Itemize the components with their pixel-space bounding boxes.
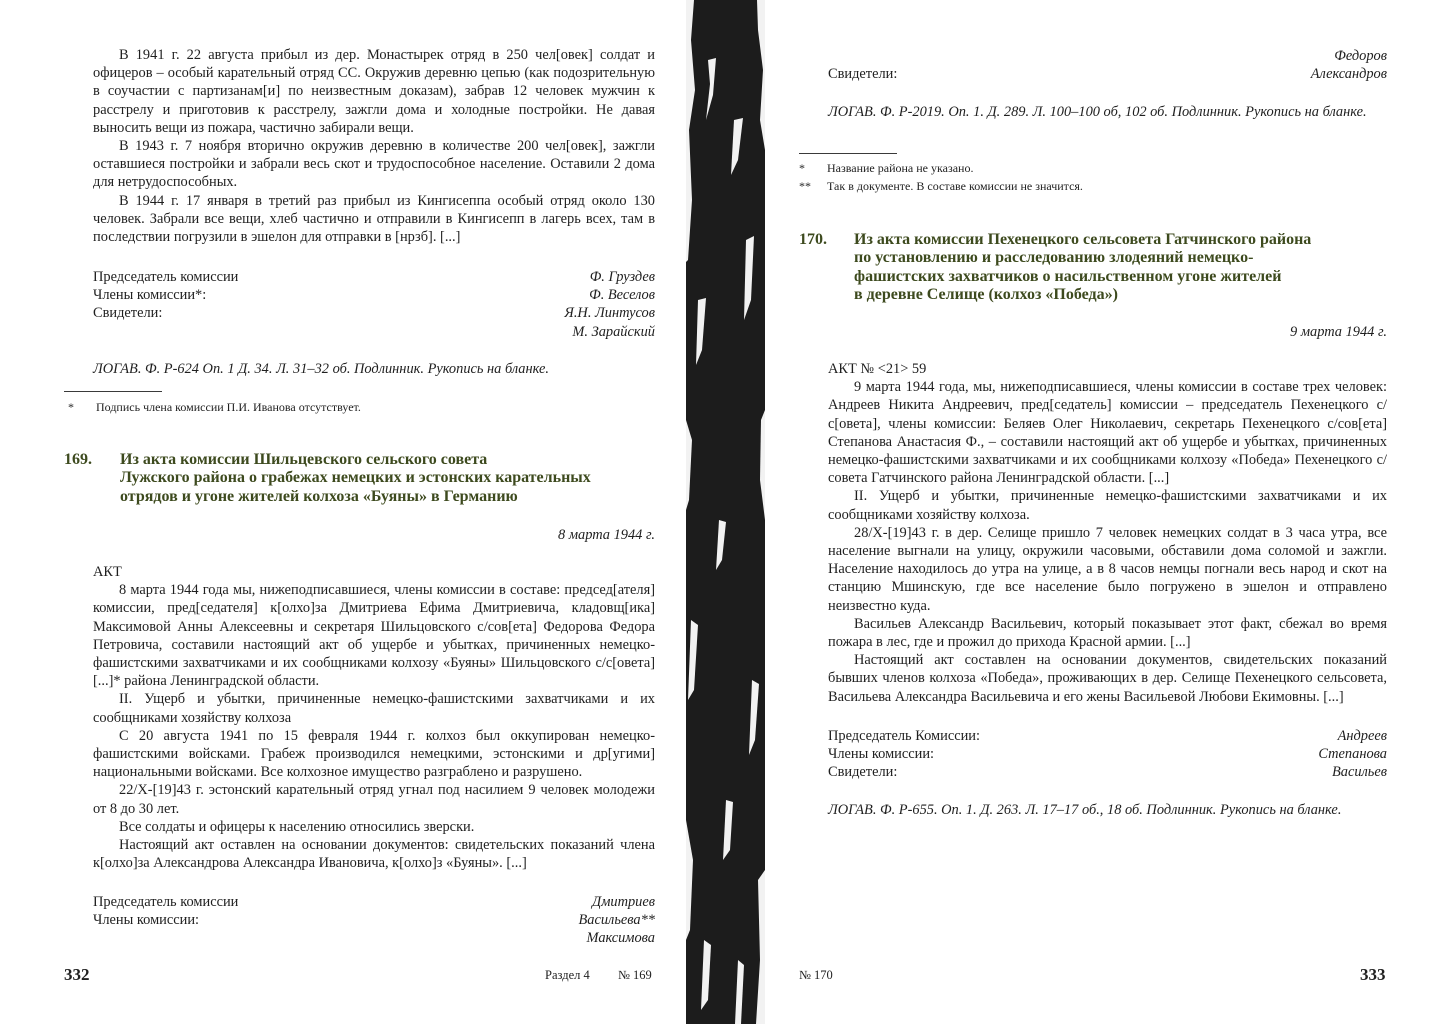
act-body [93,563,655,872]
carry-signature-block [828,47,1387,83]
intro-text [93,46,655,246]
footnotes [799,159,1399,195]
act-signature-block [828,727,1387,782]
signature-row: Свидетели: Александров [828,66,1387,83]
footnote: * Название района не указано. [799,161,974,175]
intro-paragraph: В 1943 г. 7 ноября вторично окружив деревню в количестве 200 чел[овек], зажгли оставшиеся постройки и забрали весь скот и трудоспособное население. Оставили 2 дома для нетрудоспособных. [93,138,655,191]
signature-row: Председатель комиссии Дмитриев [93,894,655,910]
document-title: Из акта комиссии Шильцевского сельского совета Лужского района о грабежах немецких и эстонских карательных отрядов и угоне жителей колхоза «Буяны» в Германию [120,451,591,505]
act-paragraph: 28/X-[19]43 г. в дер. Селище пришло 7 человек немецких солдат в 3 часа утра, все население выгнали на улицу, окружили часовыми, обставили дома соломой и зажгли. Население находилось до утра на улице, а в 8 часов немцы погнали весь народ и скот на станцию Мшинскую, где все население было погружено в эшелон и отправлено неизвестно куда. [828,524,1387,614]
document-number: 170. [799,231,827,248]
footnote: * Подпись члена комиссии П.И. Иванова отсутствует. [68,400,361,414]
act-heading: АКТ № <21> 59 [828,361,927,377]
document-date: 9 марта 1944 г. [1290,324,1387,340]
footnote-rule [64,391,162,392]
footnote-rule [799,153,897,154]
archive-source: ЛОГАВ. Ф. Р-655. Оп. 1. Д. 263. Л. 17–17 об., 18 об. Подлинник. Рукопись на бланке. [828,802,1342,818]
act-paragraph: 22/X-[19]43 г. эстонский карательный отряд угнал под насилием 9 человек молодежи от 8 до 30 лет. [93,782,655,817]
spine-texture [686,0,765,1024]
act-paragraph: Все солдаты и офицеры к населению относились зверски. [119,818,475,835]
section-label: Раздел 4 [545,968,590,982]
act-paragraph: Васильев Александр Васильевич, который показывает этот факт, сбежал во время пожара в лес, где и прожил до прихода Красной армии. [...] [828,615,1387,651]
act-signature-block [93,893,655,948]
intro-paragraph: В 1941 г. 22 августа прибыл из дер. Монастырек отряд в 250 чел[овек] солдат и офицеров – особый карательный отряд СС. Окружив деревню цепью (как подозрительную в соучастии с партизанам[и] по неизвестным доказам), забрав 12 человек мужчин к расстрелу и приготовив к расстрелу, зажгли дома и холодные постройки. Не давая выносить вещи из пожара, частично забирали вещи. [93,47,655,136]
act-body [828,360,1387,706]
act-paragraph: Настоящий акт составлен на основании документов, свидетельских показаний бывших членов колхоза «Победа», проживающих в дер. Селище Пехенецкого сельсовета, Васильева Александра Васильевича и его жены Васильевой Любови Екимовны. [...] [828,652,1387,705]
book-spine [686,0,765,1024]
archive-source: ЛОГАВ. Ф. Р-624 Оп. 1 Д. 34. Л. 31–32 об. Подлинник. Рукопись на бланке. [93,361,550,377]
archive-source: ЛОГАВ. Ф. Р-2019. Оп. 1. Д. 289. Л. 100–100 об, 102 об. Подлинник. Рукопись на бланке. [828,104,1367,120]
act-paragraph: Настоящий акт оставлен на основании документов: свидетельских показаний члена к[олхо]за Александрова Александра Ивановича, к[олхо]з «Буяны». [...] [93,837,655,872]
signature-row: Члены комиссии: Васильева** [93,912,655,929]
signature-row: Председатель Комиссии: Андреев [828,728,1387,744]
signature-row: Члены комиссии: Степанова [828,746,1387,763]
document-number: 169. [64,451,92,468]
footnote: ** Так в документе. В составе комиссии не значится. [799,179,1083,193]
act-paragraph: 9 марта 1944 года, мы, нижеподписавшиеся, члены комиссии в составе трех человек: Андреев Никита Андреевич, пред[седатель] комиссии – председатель Пехенецкого с/с[овета], члены комиссии: Беляев Олег Николаевич, секретарь Пехенецкого с/сов[ета] Степанова Анастасия Ф., – составили настоящий акт об ущербе и убытках, причиненных немецко-фашистскими захватчиками и их сообщниками колхозу «Победа» Пехенецкого с/совета Гатчинского района Ленинградской области. [...] [828,379,1387,487]
act-paragraph: II. Ущерб и убытки, причиненные немецко-фашистскими захватчиками и их сообщниками хозяйству колхоза [93,691,655,726]
document-reference: № 170 [799,968,833,982]
document-title: Из акта комиссии Пехенецкого сельсовета Гатчинского района по установлению и расследованию злодеяний немецко- фашистских захватчиков о насильственном угоне жителей в деревне Селище (колхоз «Победа») [854,231,1312,304]
act-paragraph: С 20 августа 1941 по 15 февраля 1944 г. колхоз был оккупирован немецко-фашистскими войсками. Грабеж производился немецкими, эстонскими и др[угими] национальными войсками. Все колхозное имущество разграблено и разрушено. [93,727,655,781]
signature-row: М. Зарайский [572,323,655,340]
page-number: 332 [64,965,90,984]
signature-row: Свидетели: Васильев [828,764,1387,781]
document-reference: № 169 [618,968,652,982]
signature-block [93,268,655,341]
document-date: 8 марта 1944 г. [558,527,655,543]
page-number: 333 [1360,965,1386,984]
signature-row: Федоров [1334,48,1387,64]
intro-paragraph: В 1944 г. 17 января в третий раз прибыл из Кингисеппа особый отряд около 130 человек. Забрали все вещи, хлеб частично и отправили в Кингисепп в лагерь всех, там в последствии погрузили в эшелон для отправки в [нрзб]. [...] [93,192,655,246]
signature-row: Свидетели: Я.Н. Линтусов [93,305,655,322]
act-paragraph: 8 марта 1944 года мы, нижеподписавшиеся, члены комиссии в составе: председ[ателя] комиссии, пред[седателя] к[олхо]за Дмитриева Ефима Дмитриевича, кладовщ[ика] Максимовой Анны Алексеевны и секретаря Шильцовского с/сов[ета] Федорова Федора Петровича, составили настоящий акт об ущербе и убытках, причиненных немецко-фашистскими захватчиками и их сообщниками колхозу «Буяны» Шильцовского с/с[овета] [...]* района Ленинградской области. [93,582,655,690]
signature-row: Члены комиссии*: Ф. Веселов [93,287,655,304]
signature-row: Максимова [586,930,655,947]
act-paragraph: II. Ущерб и убытки, причиненные немецко-фашистскими захватчиками и их сообщниками хозяйству колхоза. [828,488,1387,523]
act-heading: АКТ [93,564,122,580]
signature-row: Председатель комиссии Ф. Груздев [93,269,655,285]
